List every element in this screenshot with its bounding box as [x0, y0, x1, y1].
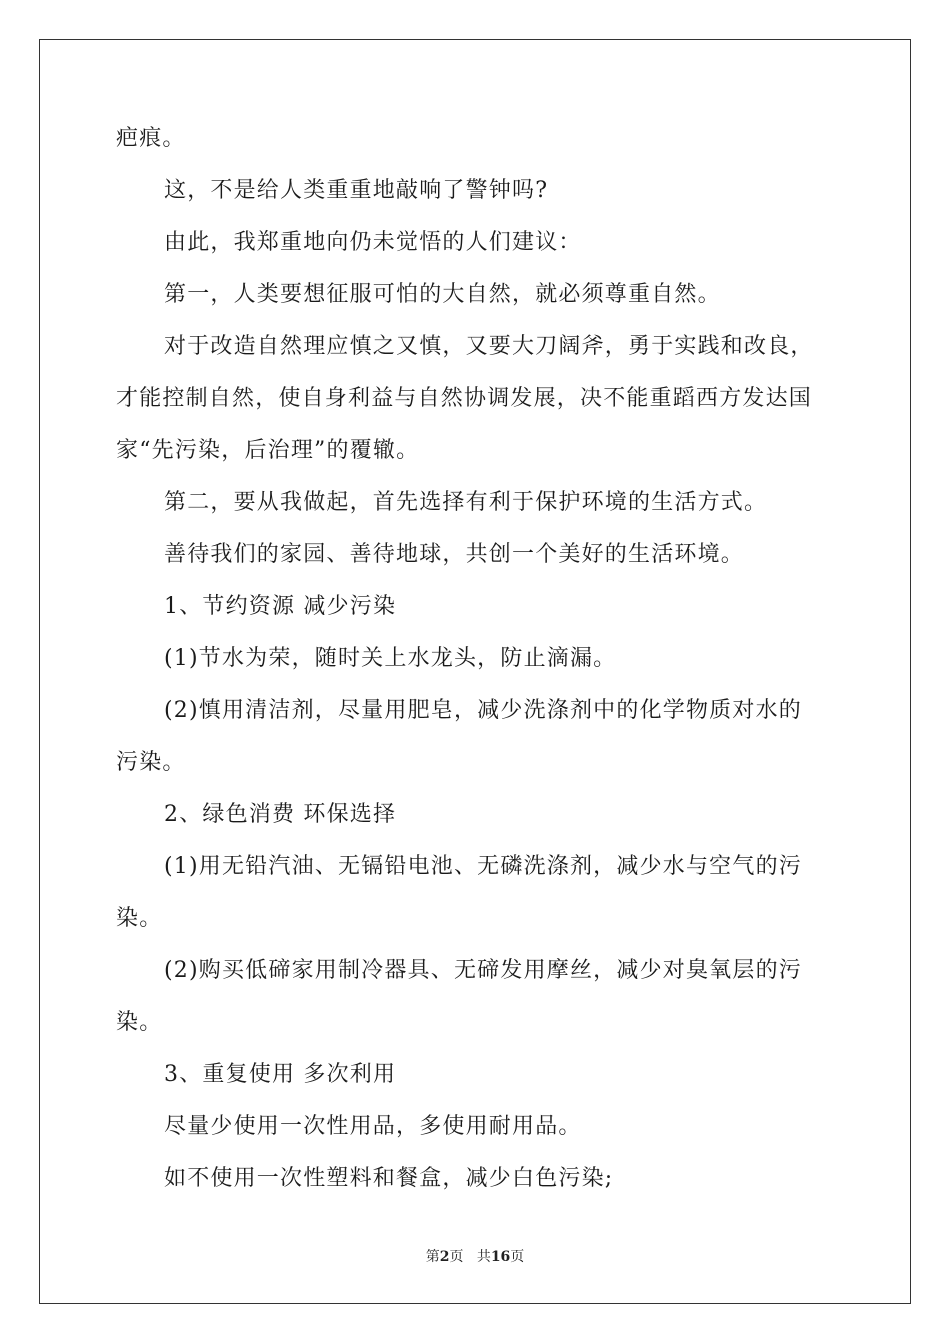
paragraph-line: 染。: [116, 1010, 163, 1035]
footer-total-pages: 16: [490, 1249, 511, 1265]
paragraph-line: 染。: [116, 906, 163, 931]
paragraph-line: 第二，要从我做起，首先选择有利于保护环境的生活方式。: [164, 490, 768, 515]
section-heading: 2、绿色消费 环保选择: [164, 802, 397, 827]
footer-total-prefix: 共: [476, 1249, 491, 1265]
paragraph-line: (2)购买低碲家用制冷器具、无碲发用摩丝，减少对臭氧层的污: [164, 958, 802, 983]
paragraph-line: 疤痕。: [116, 126, 186, 151]
paragraph-line: (1)用无铅汽油、无镉铅电池、无磷洗涤剂，减少水与空气的污: [164, 854, 802, 879]
paragraph-line: 由此，我郑重地向仍未觉悟的人们建议：: [164, 230, 582, 255]
section-heading: 1、节约资源 减少污染: [164, 594, 397, 619]
paragraph-line: 污染。: [116, 750, 186, 775]
footer-page-suffix: 页: [449, 1249, 464, 1265]
paragraph-line: 这，不是给人类重重地敲响了警钟吗?: [164, 178, 549, 203]
footer-page-number: 2: [439, 1249, 450, 1265]
paragraph-line: 如不使用一次性塑料和餐盒，减少白色污染;: [164, 1166, 614, 1191]
section-heading: 3、重复使用 多次利用: [164, 1062, 397, 1087]
paragraph-line: 善待我们的家园、善待地球，共创一个美好的生活环境。: [164, 542, 745, 567]
paragraph-line: 家“先污染，后治理”的覆辙。: [116, 438, 420, 463]
paragraph-line: 对于改造自然理应慎之又慎，又要大刀阔斧，勇于实践和改良，: [164, 334, 814, 359]
paragraph-line: 才能控制自然，使自身利益与自然协调发展，决不能重蹈西方发达国: [116, 386, 813, 411]
paragraph-line: 第一，人类要想征服可怕的大自然，就必须尊重自然。: [164, 282, 721, 307]
footer-total-suffix: 页: [510, 1249, 525, 1265]
footer-page-prefix: 第: [425, 1249, 440, 1265]
paragraph-line: (1)节水为荣，随时关上水龙头，防止滴漏。: [164, 646, 617, 671]
paragraph-line: (2)慎用清洁剂，尽量用肥皂，减少洗涤剂中的化学物质对水的: [164, 698, 802, 723]
page-footer: [0, 1248, 950, 1266]
paragraph-line: 尽量少使用一次性用品，多使用耐用品。: [164, 1114, 582, 1139]
